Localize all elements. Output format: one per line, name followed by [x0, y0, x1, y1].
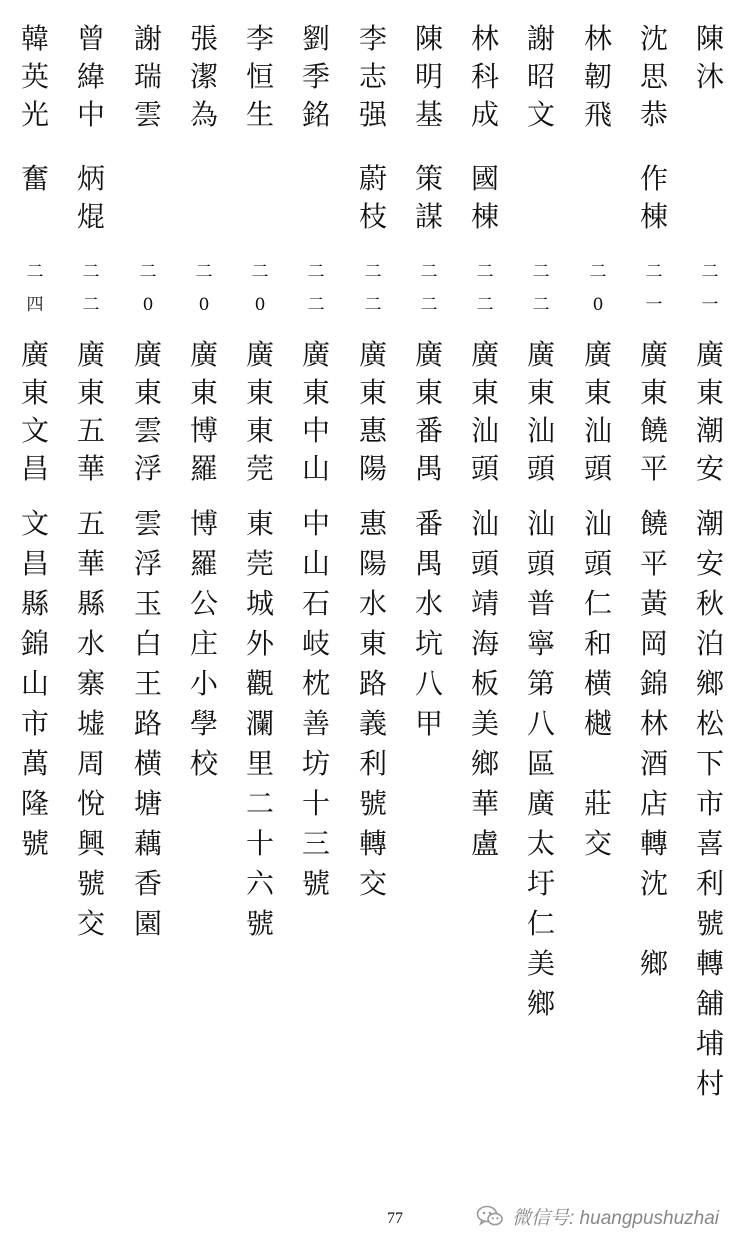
wechat-icon [476, 1204, 504, 1228]
native-place-cell: 廣 東 惠 陽 [358, 338, 387, 485]
address-cell: 博 羅 公 庄 小 學 校 [189, 507, 218, 780]
record-column [63, 0, 119, 1251]
name-cell: 張 潔 為 [189, 22, 218, 131]
age-cell: 二 二 [307, 262, 325, 315]
record-column [232, 0, 288, 1251]
age-cell: 二 二 [532, 262, 550, 315]
record-column [682, 0, 738, 1251]
record-column [288, 0, 344, 1251]
record-column [176, 0, 232, 1251]
native-place-cell: 廣 東 饒 平 [639, 338, 668, 485]
native-place-cell: 廣 東 雲 浮 [133, 338, 162, 485]
alias-cell: 國 棟 [470, 162, 499, 233]
alias-cell: 奮 [20, 162, 49, 195]
address-cell: 汕 頭 仁 和 横 樾 莊 交 [583, 507, 612, 860]
age-cell: 二 二 [364, 262, 382, 315]
address-cell: 汕 頭 普 寧 第 八 區 廣 太 圩 仁 美 鄉 [526, 507, 555, 1020]
record-column [401, 0, 457, 1251]
native-place-cell: 廣 東 文 昌 [20, 338, 49, 485]
address-cell: 中 山 石 岐 枕 善 坊 十 三 號 [301, 507, 330, 900]
alias-cell: 策 謀 [414, 162, 443, 233]
age-cell: 二 0 [195, 262, 213, 315]
native-place-cell: 廣 東 汕 頭 [470, 338, 499, 485]
address-cell: 潮 安 秋 泊 鄉 松 下 市 喜 利 號 轉 舖 埔 村 [695, 507, 724, 1100]
address-cell: 東 莞 城 外 觀 瀾 里 二 十 六 號 [245, 507, 274, 940]
address-cell: 汕 頭 靖 海 板 美 鄉 華 盧 [470, 507, 499, 860]
alias-cell: 蔚 枝 [358, 162, 387, 233]
native-place-cell: 廣 東 五 華 [76, 338, 105, 485]
name-cell: 陳 沐 [695, 22, 724, 93]
record-column [626, 0, 682, 1251]
age-cell: 二 二 [476, 262, 494, 315]
record-column [7, 0, 63, 1251]
age-cell: 二 0 [589, 262, 607, 315]
native-place-cell: 廣 東 博 羅 [189, 338, 218, 485]
name-cell: 陳 明 基 [414, 22, 443, 131]
age-cell: 二 0 [139, 262, 157, 315]
native-place-cell: 廣 東 中 山 [301, 338, 330, 485]
page-number: 77 [387, 1210, 403, 1227]
name-cell: 林 韌 飛 [583, 22, 612, 131]
record-column [345, 0, 401, 1251]
address-cell: 雲 浮 玉 白 王 路 横 塘 藕 香 園 [133, 507, 162, 940]
record-column [457, 0, 513, 1251]
alias-cell: 炳 焜 [76, 162, 105, 233]
record-column [120, 0, 176, 1251]
age-cell: 二 一 [701, 262, 719, 315]
address-cell: 番 禺 水 坑 八 甲 [414, 507, 443, 740]
native-place-cell: 廣 東 潮 安 [695, 338, 724, 485]
name-cell: 林 科 成 [470, 22, 499, 131]
native-place-cell: 廣 東 東 莞 [245, 338, 274, 485]
watermark-text: 微信号: huangpushuzhai [512, 1207, 720, 1229]
name-cell: 謝 昭 文 [526, 22, 555, 131]
record-column [570, 0, 626, 1251]
name-cell: 沈 思 恭 [639, 22, 668, 131]
native-place-cell: 廣 東 汕 頭 [583, 338, 612, 485]
address-cell: 五 華 縣 水 寨 墟 周 悅 興 號 交 [76, 507, 105, 940]
native-place-cell: 廣 東 汕 頭 [526, 338, 555, 485]
name-cell: 韓 英 光 [20, 22, 49, 131]
name-cell: 劉 季 銘 [301, 22, 330, 131]
age-cell: 二 一 [645, 262, 663, 315]
alias-cell: 作 棟 [639, 162, 668, 233]
name-cell: 謝 瑞 雲 [133, 22, 162, 131]
name-cell: 曾 緯 中 [76, 22, 105, 131]
name-cell: 李 志 强 [358, 22, 387, 131]
age-cell: 二 四 [26, 262, 44, 315]
age-cell: 二 0 [251, 262, 269, 315]
record-column [513, 0, 569, 1251]
name-cell: 李 恒 生 [245, 22, 274, 131]
age-cell: 二 二 [82, 262, 100, 315]
native-place-cell: 廣 東 番 禺 [414, 338, 443, 485]
watermark [476, 1202, 719, 1230]
age-cell: 二 二 [420, 262, 438, 315]
address-cell: 饒 平 黃 岡 錦 林 酒 店 轉 沈 鄉 [639, 507, 668, 980]
address-cell: 文 昌 縣 錦 山 市 萬 隆 號 [20, 507, 49, 860]
address-cell: 惠 陽 水 東 路 義 利 號 轉 交 [358, 507, 387, 900]
